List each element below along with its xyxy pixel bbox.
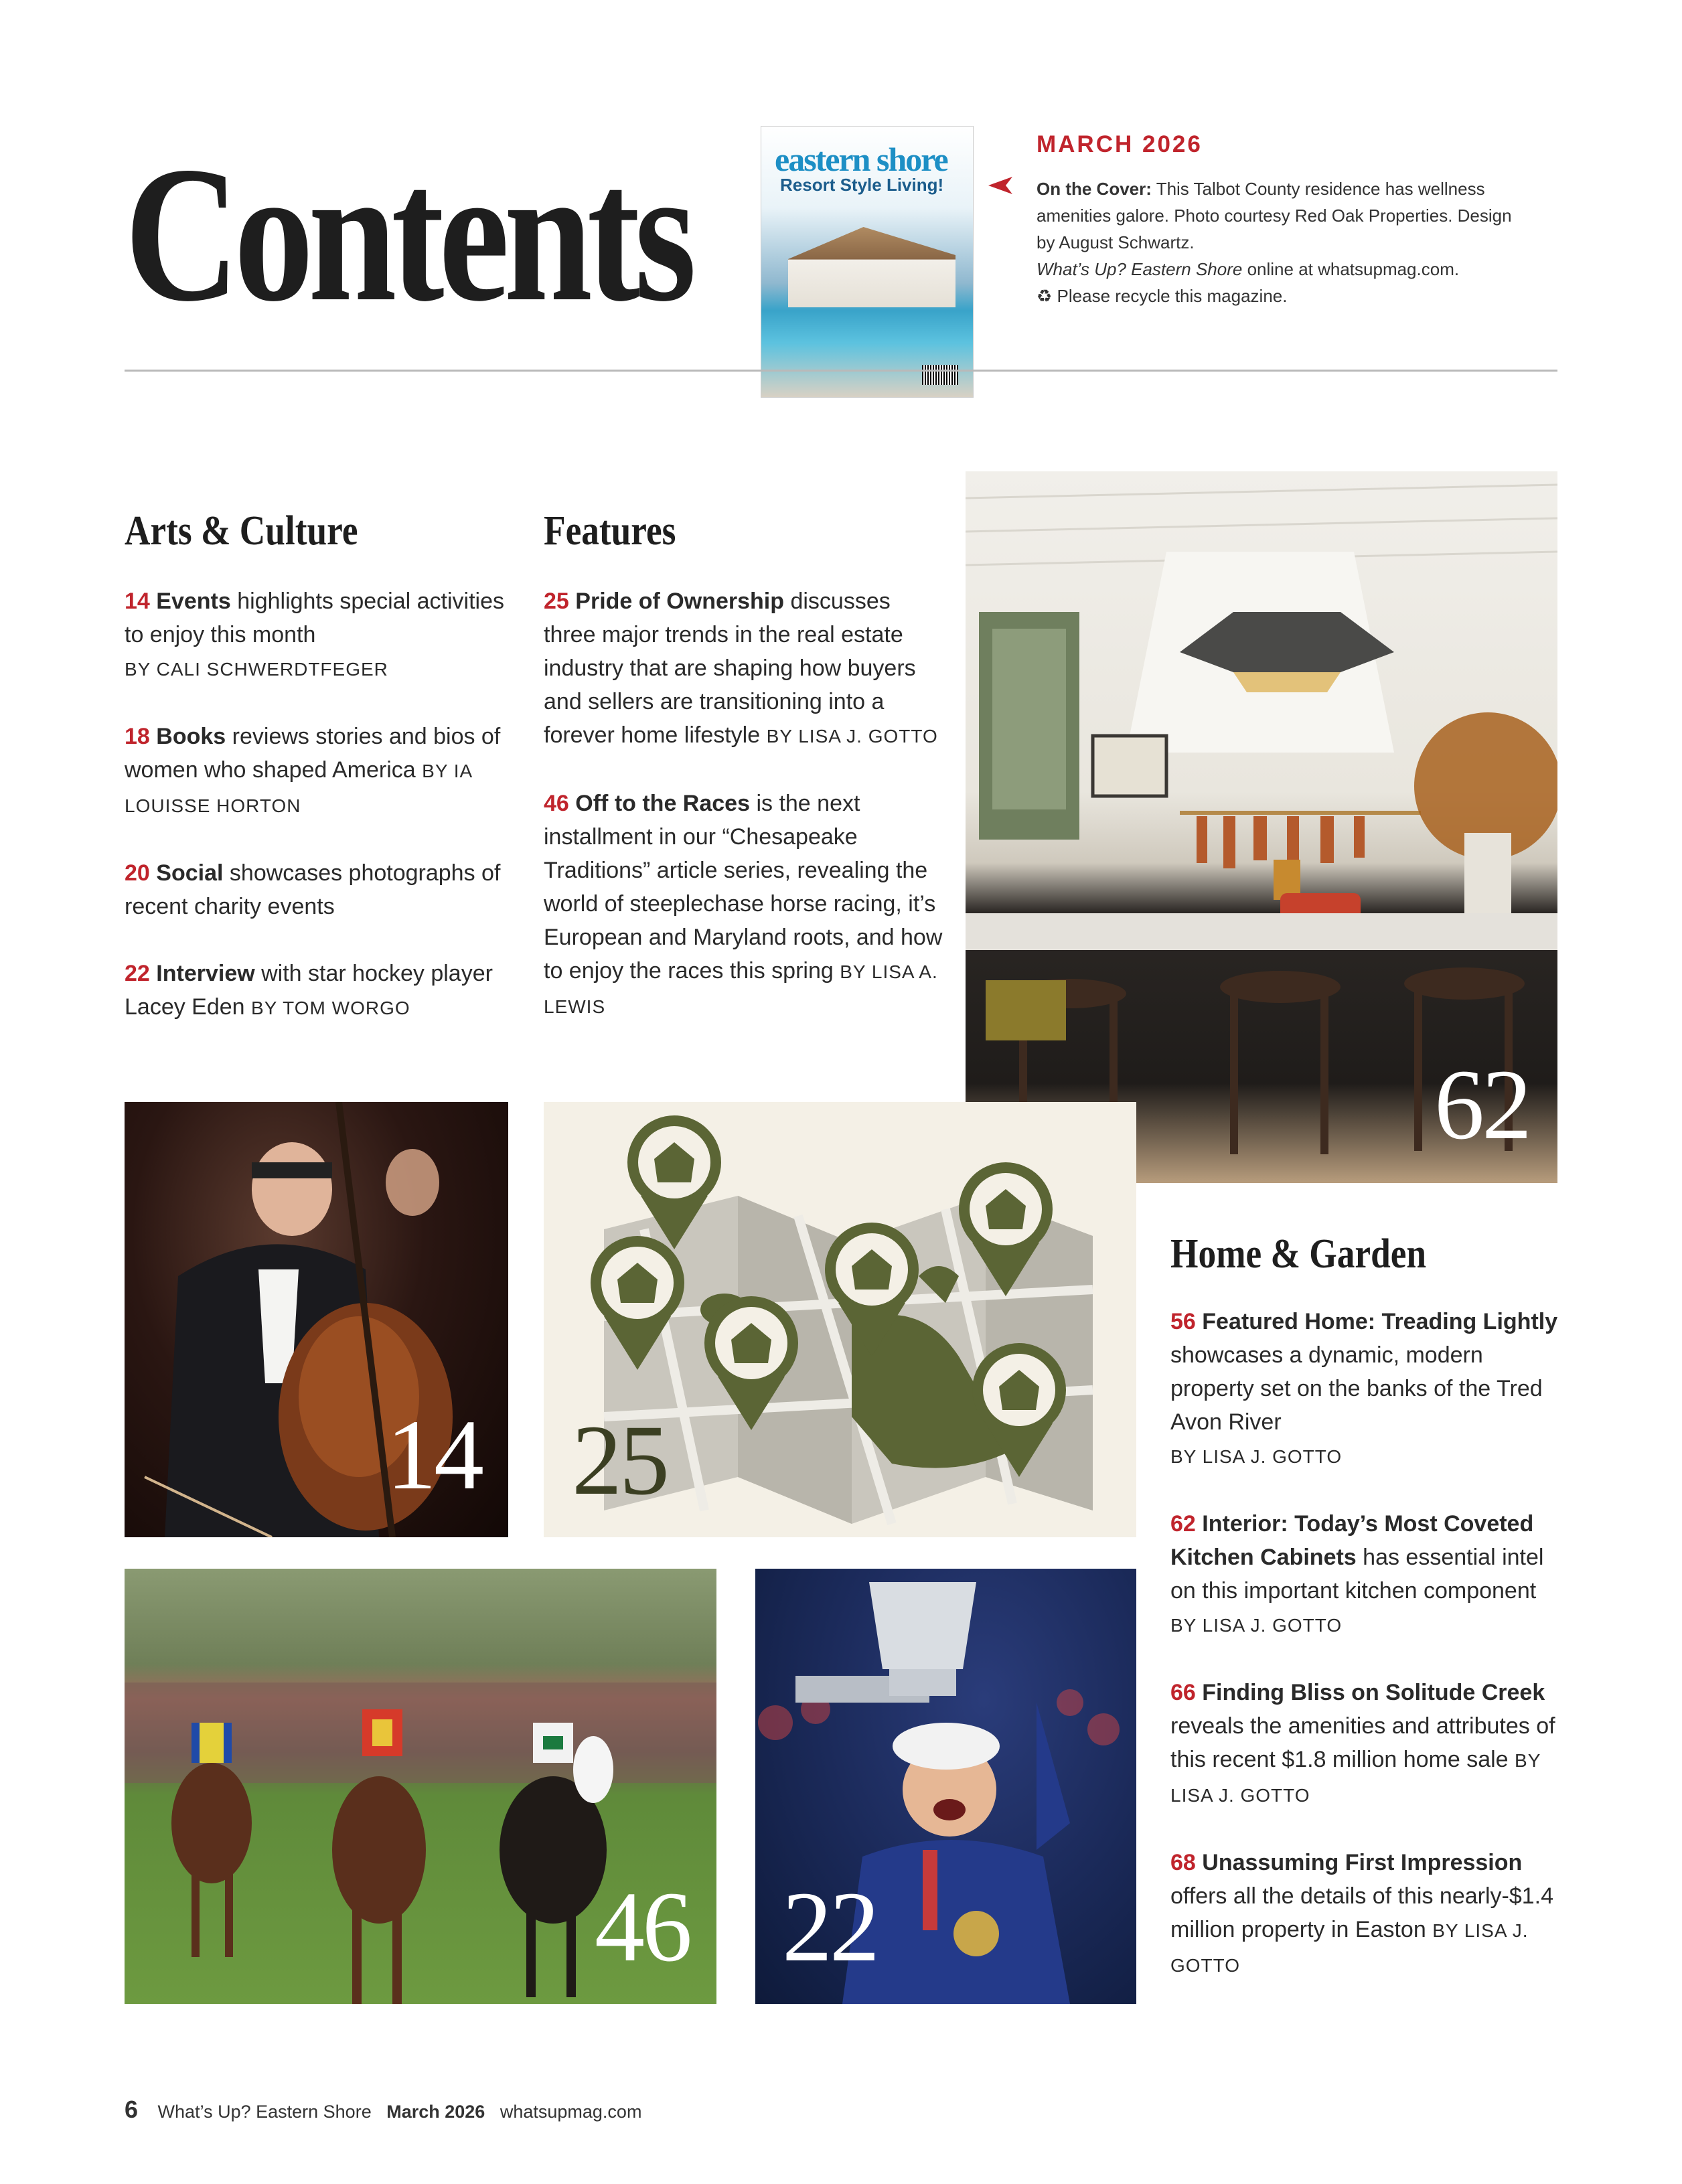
entry-page-num: 62	[1170, 1511, 1196, 1537]
entry-desc: offers all the details of this nearly-$1.4 million property in Easton	[1170, 1883, 1554, 1942]
entry-name: Pride of Ownership	[575, 589, 784, 614]
photo-page-num: 62	[1434, 1049, 1529, 1160]
entry-desc: reveals the amenities and attributes of this recent $1.8 million home sale	[1170, 1713, 1555, 1772]
entry-name: Off to the Races	[575, 791, 750, 816]
header-divider	[125, 370, 1557, 372]
entry-finding-bliss[interactable]	[1170, 1676, 1559, 1812]
online-text[interactable]: online at whatsupmag.com.	[1247, 259, 1460, 279]
entry-name: Featured Home: Treading Lightly	[1202, 1309, 1558, 1334]
entry-interior[interactable]	[1170, 1507, 1559, 1642]
entry-desc: showcases a dynamic, modern property set on the banks of the Tred Avon River	[1170, 1342, 1543, 1435]
entry-byline: BY LISA J. GOTTO	[1170, 1920, 1529, 1976]
entry-off-to-the-races[interactable]	[544, 787, 945, 1024]
entry-name: Interview	[156, 961, 255, 986]
entry-desc: discusses three major trends in the real estate industry that are shaping how buyers and sellers are transitioning into a forever home lifestyle	[544, 589, 916, 748]
issue-date: MARCH 2026	[1037, 131, 1203, 157]
photo-page-num: 46	[595, 1871, 690, 1982]
entry-page-num: 66	[1170, 1680, 1196, 1705]
photo-page-num: 25	[572, 1405, 667, 1516]
entry-page-num: 25	[544, 589, 569, 614]
entry-byline: BY LISA J. GOTTO	[1170, 1446, 1343, 1467]
hockey-photo[interactable]	[755, 1569, 1136, 2004]
section-title-features: Features	[544, 508, 676, 554]
on-cover-text: This Talbot County residence has wellness amenities galore. Photo courtesy Red Oak Properties. Design by August Schwartz.	[1037, 179, 1512, 252]
entry-desc: highlights special activities to enjoy this month	[125, 589, 504, 647]
photo-page-num: 14	[386, 1399, 481, 1510]
entry-name: Books	[156, 724, 226, 749]
entry-page-num: 14	[125, 589, 150, 614]
entry-name: Finding Bliss on Solitude Creek	[1202, 1680, 1545, 1705]
real-estate-map-illustration[interactable]	[544, 1102, 1136, 1537]
page-number: 6	[125, 2096, 139, 2123]
entry-byline: BY IA LOUISSE HORTON	[125, 761, 472, 816]
entry-byline: BY LISA J. GOTTO	[1170, 1615, 1343, 1636]
cover-thumbnail[interactable]	[761, 126, 974, 398]
entry-page-num: 56	[1170, 1309, 1196, 1334]
recycle-text: ♻ Please recycle this magazine.	[1037, 286, 1288, 306]
home-entries	[1170, 1305, 1559, 2016]
bass-player-photo[interactable]	[125, 1102, 508, 1537]
barcode-icon	[922, 365, 958, 385]
online-publication: What’s Up? Eastern Shore	[1037, 259, 1243, 279]
entry-byline: BY CALI SCHWERDTFEGER	[125, 659, 388, 680]
page-title: Contents	[125, 127, 692, 341]
horse-race-photo[interactable]	[125, 1569, 716, 2004]
entry-page-num: 46	[544, 791, 569, 816]
section-title-home-garden: Home & Garden	[1170, 1231, 1427, 1277]
features-entries	[544, 584, 945, 1057]
kitchen-photo[interactable]	[966, 471, 1557, 1183]
cover-masthead: eastern shore	[775, 141, 947, 178]
entry-name: Social	[156, 860, 224, 886]
entry-page-num: 68	[1170, 1850, 1196, 1875]
entry-byline: BY LISA J. GOTTO	[1170, 1750, 1541, 1806]
entry-pride-of-ownership[interactable]	[544, 584, 945, 753]
footer-site[interactable]: whatsupmag.com	[500, 2102, 642, 2122]
entry-name: Events	[156, 589, 231, 614]
pointer-arrow-icon	[988, 175, 1015, 196]
entry-byline: BY LISA A. LEWIS	[544, 961, 938, 1017]
entry-events[interactable]	[125, 584, 513, 686]
entry-page-num: 22	[125, 961, 150, 986]
cover-house-image	[788, 227, 955, 307]
entry-desc: has essential intel on this important kitchen component	[1170, 1545, 1544, 1604]
entry-desc: with star hockey player Lacey Eden	[125, 961, 493, 1020]
footer-publication: What’s Up? Eastern Shore	[157, 2102, 372, 2122]
entry-byline: BY TOM WORGO	[251, 998, 410, 1018]
entry-name: Unassuming First Impression	[1202, 1850, 1523, 1875]
cover-description	[1037, 175, 1519, 309]
entry-byline: BY LISA J. GOTTO	[766, 726, 938, 747]
entry-desc: reviews stories and bios of women who shaped America	[125, 724, 501, 783]
entry-name: Interior: Today’s Most Coveted Kitchen Cabinets	[1170, 1511, 1534, 1570]
photo-page-num: 22	[782, 1871, 877, 1982]
entry-page-num: 18	[125, 724, 150, 749]
entry-desc: is the next installment in our “Chesapeake Traditions” article series, revealing the world of steeplechase horse racing, it’s European and Maryland roots, and how to enjoy the races this spring	[544, 791, 943, 984]
cover-headline: Resort Style Living!	[780, 175, 944, 195]
entry-page-num: 20	[125, 860, 150, 886]
section-title-arts: Arts & Culture	[125, 508, 358, 554]
on-cover-label: On the Cover:	[1037, 179, 1152, 199]
entry-featured-home[interactable]	[1170, 1305, 1559, 1474]
entry-books[interactable]	[125, 720, 513, 823]
page-footer	[125, 2096, 641, 2124]
entry-unassuming[interactable]	[1170, 1846, 1559, 1982]
arts-entries	[125, 584, 513, 1059]
entry-social[interactable]	[125, 856, 513, 923]
entry-interview[interactable]	[125, 957, 513, 1025]
footer-issue: March 2026	[386, 2102, 485, 2122]
entry-desc: showcases photographs of recent charity events	[125, 860, 501, 919]
